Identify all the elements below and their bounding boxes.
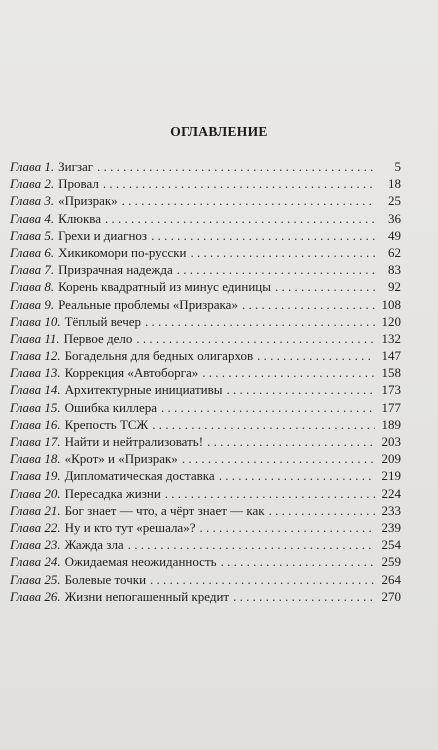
toc-entry <box>10 450 401 467</box>
dot-leader <box>182 450 375 467</box>
page-number: 264 <box>381 571 401 587</box>
dot-leader <box>202 364 375 381</box>
dot-leader <box>145 313 375 330</box>
dot-leader <box>105 210 375 227</box>
dot-leader <box>269 502 375 519</box>
toc-entry <box>10 519 401 536</box>
chapter-title: Тёплый вечер <box>64 313 142 329</box>
chapter-title: Коррекция «Автоборга» <box>64 365 199 381</box>
toc-entry <box>10 278 401 295</box>
chapter-label: Глава 14. <box>10 382 61 398</box>
toc-entry <box>10 502 401 519</box>
page-number: 18 <box>388 176 401 192</box>
dot-leader <box>242 296 375 313</box>
chapter-label: Глава 25. <box>10 571 61 587</box>
chapter-label: Глава 12. <box>10 348 61 364</box>
dot-leader <box>161 399 375 416</box>
dot-leader <box>207 433 375 450</box>
chapter-title: «Призрак» <box>58 193 118 209</box>
dot-leader <box>233 588 375 605</box>
dot-leader <box>177 261 375 278</box>
page-number: 25 <box>388 193 401 209</box>
toc-entry <box>10 261 401 278</box>
toc-entry <box>10 485 401 502</box>
toc-entry <box>10 416 401 433</box>
dot-leader <box>190 244 375 261</box>
toc-entry <box>10 381 401 398</box>
dot-leader <box>150 571 375 588</box>
dot-leader <box>97 158 375 175</box>
chapter-title: Жажда зла <box>64 537 124 553</box>
chapter-label: Глава 15. <box>10 399 61 415</box>
chapter-label: Глава 6. <box>10 244 55 260</box>
page-number: 132 <box>381 330 401 346</box>
page-number: 270 <box>381 588 401 604</box>
toc-entry <box>10 364 401 381</box>
page-number: 177 <box>381 399 401 415</box>
toc-entry <box>10 433 401 450</box>
dot-leader <box>199 519 375 536</box>
chapter-title: Крепость ТСЖ <box>64 416 149 432</box>
chapter-label: Глава 3. <box>10 193 55 209</box>
dot-leader <box>136 330 375 347</box>
chapter-label: Глава 5. <box>10 227 55 243</box>
chapter-label: Глава 20. <box>10 485 61 501</box>
page-number: 189 <box>381 416 401 432</box>
page-number: 158 <box>381 365 401 381</box>
chapter-label: Глава 19. <box>10 468 61 484</box>
dot-leader <box>122 192 375 209</box>
toc-entry <box>10 210 401 227</box>
chapter-label: Глава 26. <box>10 588 61 604</box>
toc-entry <box>10 330 401 347</box>
toc-entry <box>10 536 401 553</box>
dot-leader <box>151 227 375 244</box>
page-number: 173 <box>381 382 401 398</box>
chapter-title: Ну и кто тут «решала»? <box>64 519 196 535</box>
page-number: 219 <box>381 468 401 484</box>
toc-entry <box>10 227 401 244</box>
chapter-title: Пересадка жизни <box>64 485 161 501</box>
dot-leader <box>152 416 375 433</box>
table-of-contents <box>10 158 401 605</box>
page-number: 147 <box>381 348 401 364</box>
chapter-title: Хикикомори по-русски <box>58 244 187 260</box>
chapter-label: Глава 24. <box>10 554 61 570</box>
toc-entry <box>10 399 401 416</box>
chapter-label: Глава 16. <box>10 416 61 432</box>
dot-leader <box>227 381 376 398</box>
chapter-title: Корень квадратный из минус единицы <box>58 279 271 295</box>
chapter-title: Дипломатическая доставка <box>64 468 215 484</box>
chapter-title: «Крот» и «Призрак» <box>64 451 178 467</box>
page-number: 203 <box>381 434 401 449</box>
chapter-title: Богадельня для бедных олигархов <box>64 348 254 364</box>
chapter-label: Глава 2. <box>10 176 55 192</box>
dot-leader <box>219 467 375 484</box>
chapter-label: Глава 8. <box>10 279 55 295</box>
toc-entry <box>10 175 401 192</box>
dot-leader <box>128 536 375 553</box>
chapter-label: Глава 23. <box>10 537 61 553</box>
page-number: 49 <box>388 227 401 243</box>
page-number: 224 <box>381 485 401 501</box>
chapter-label: Глава 17. <box>10 434 61 449</box>
page-number: 259 <box>381 554 401 570</box>
chapter-title: Найти и нейтрализовать! <box>64 434 204 449</box>
toc-entry <box>10 244 401 261</box>
dot-leader <box>275 278 375 295</box>
chapter-label: Глава 11. <box>10 330 60 346</box>
toc-entry <box>10 296 401 313</box>
chapter-title: Ожидаемая неожиданность <box>64 554 217 570</box>
toc-entry <box>10 588 401 605</box>
toc-entry <box>10 158 401 175</box>
page-number: 83 <box>388 262 401 278</box>
dot-leader <box>257 347 375 364</box>
chapter-title: Клюква <box>58 210 102 226</box>
chapter-title: Архитектурные инициативы <box>64 382 223 398</box>
chapter-label: Глава 4. <box>10 210 55 226</box>
chapter-label: Глава 10. <box>10 313 61 329</box>
page-number: 254 <box>381 537 401 553</box>
chapter-title: Болевые точки <box>64 571 147 587</box>
toc-entry <box>10 553 401 570</box>
chapter-label: Глава 1. <box>10 159 55 174</box>
page-number: 62 <box>388 244 401 260</box>
page-title: ОГЛАВЛЕНИЕ <box>170 124 268 139</box>
chapter-label: Глава 21. <box>10 502 61 518</box>
dot-leader <box>221 553 375 570</box>
toc-entry <box>10 313 401 330</box>
dot-leader <box>103 175 375 192</box>
chapter-label: Глава 7. <box>10 262 55 278</box>
page-number: 108 <box>381 296 401 312</box>
toc-entry <box>10 192 401 209</box>
dot-leader <box>165 485 375 502</box>
chapter-label: Глава 13. <box>10 365 61 381</box>
chapter-label: Глава 9. <box>10 296 55 312</box>
chapter-title: Ошибка киллера <box>64 399 157 415</box>
toc-entry <box>10 347 401 364</box>
chapter-label: Глава 22. <box>10 519 61 535</box>
chapter-title: Бог знает — что, а чёрт знает — как <box>64 502 265 518</box>
chapter-title: Жизни непогашенный кредит <box>64 588 230 604</box>
toc-entry <box>10 467 401 484</box>
chapter-title: Первое дело <box>63 330 133 346</box>
chapter-title: Реальные проблемы «Призрака» <box>58 296 238 312</box>
chapter-title: Грехи и диагноз <box>58 227 148 243</box>
page-number: 36 <box>388 210 401 226</box>
chapter-title: Провал <box>58 176 99 192</box>
chapter-title: Зигзаг <box>58 159 94 174</box>
page-number: 209 <box>381 451 401 467</box>
chapter-title: Призрачная надежда <box>58 262 173 278</box>
toc-entry <box>10 571 401 588</box>
page-number: 233 <box>381 502 401 518</box>
page-number: 120 <box>381 313 401 329</box>
page-number: 92 <box>388 279 401 295</box>
page-number: 5 <box>394 159 401 174</box>
page-number: 239 <box>381 519 401 535</box>
chapter-label: Глава 18. <box>10 451 61 467</box>
